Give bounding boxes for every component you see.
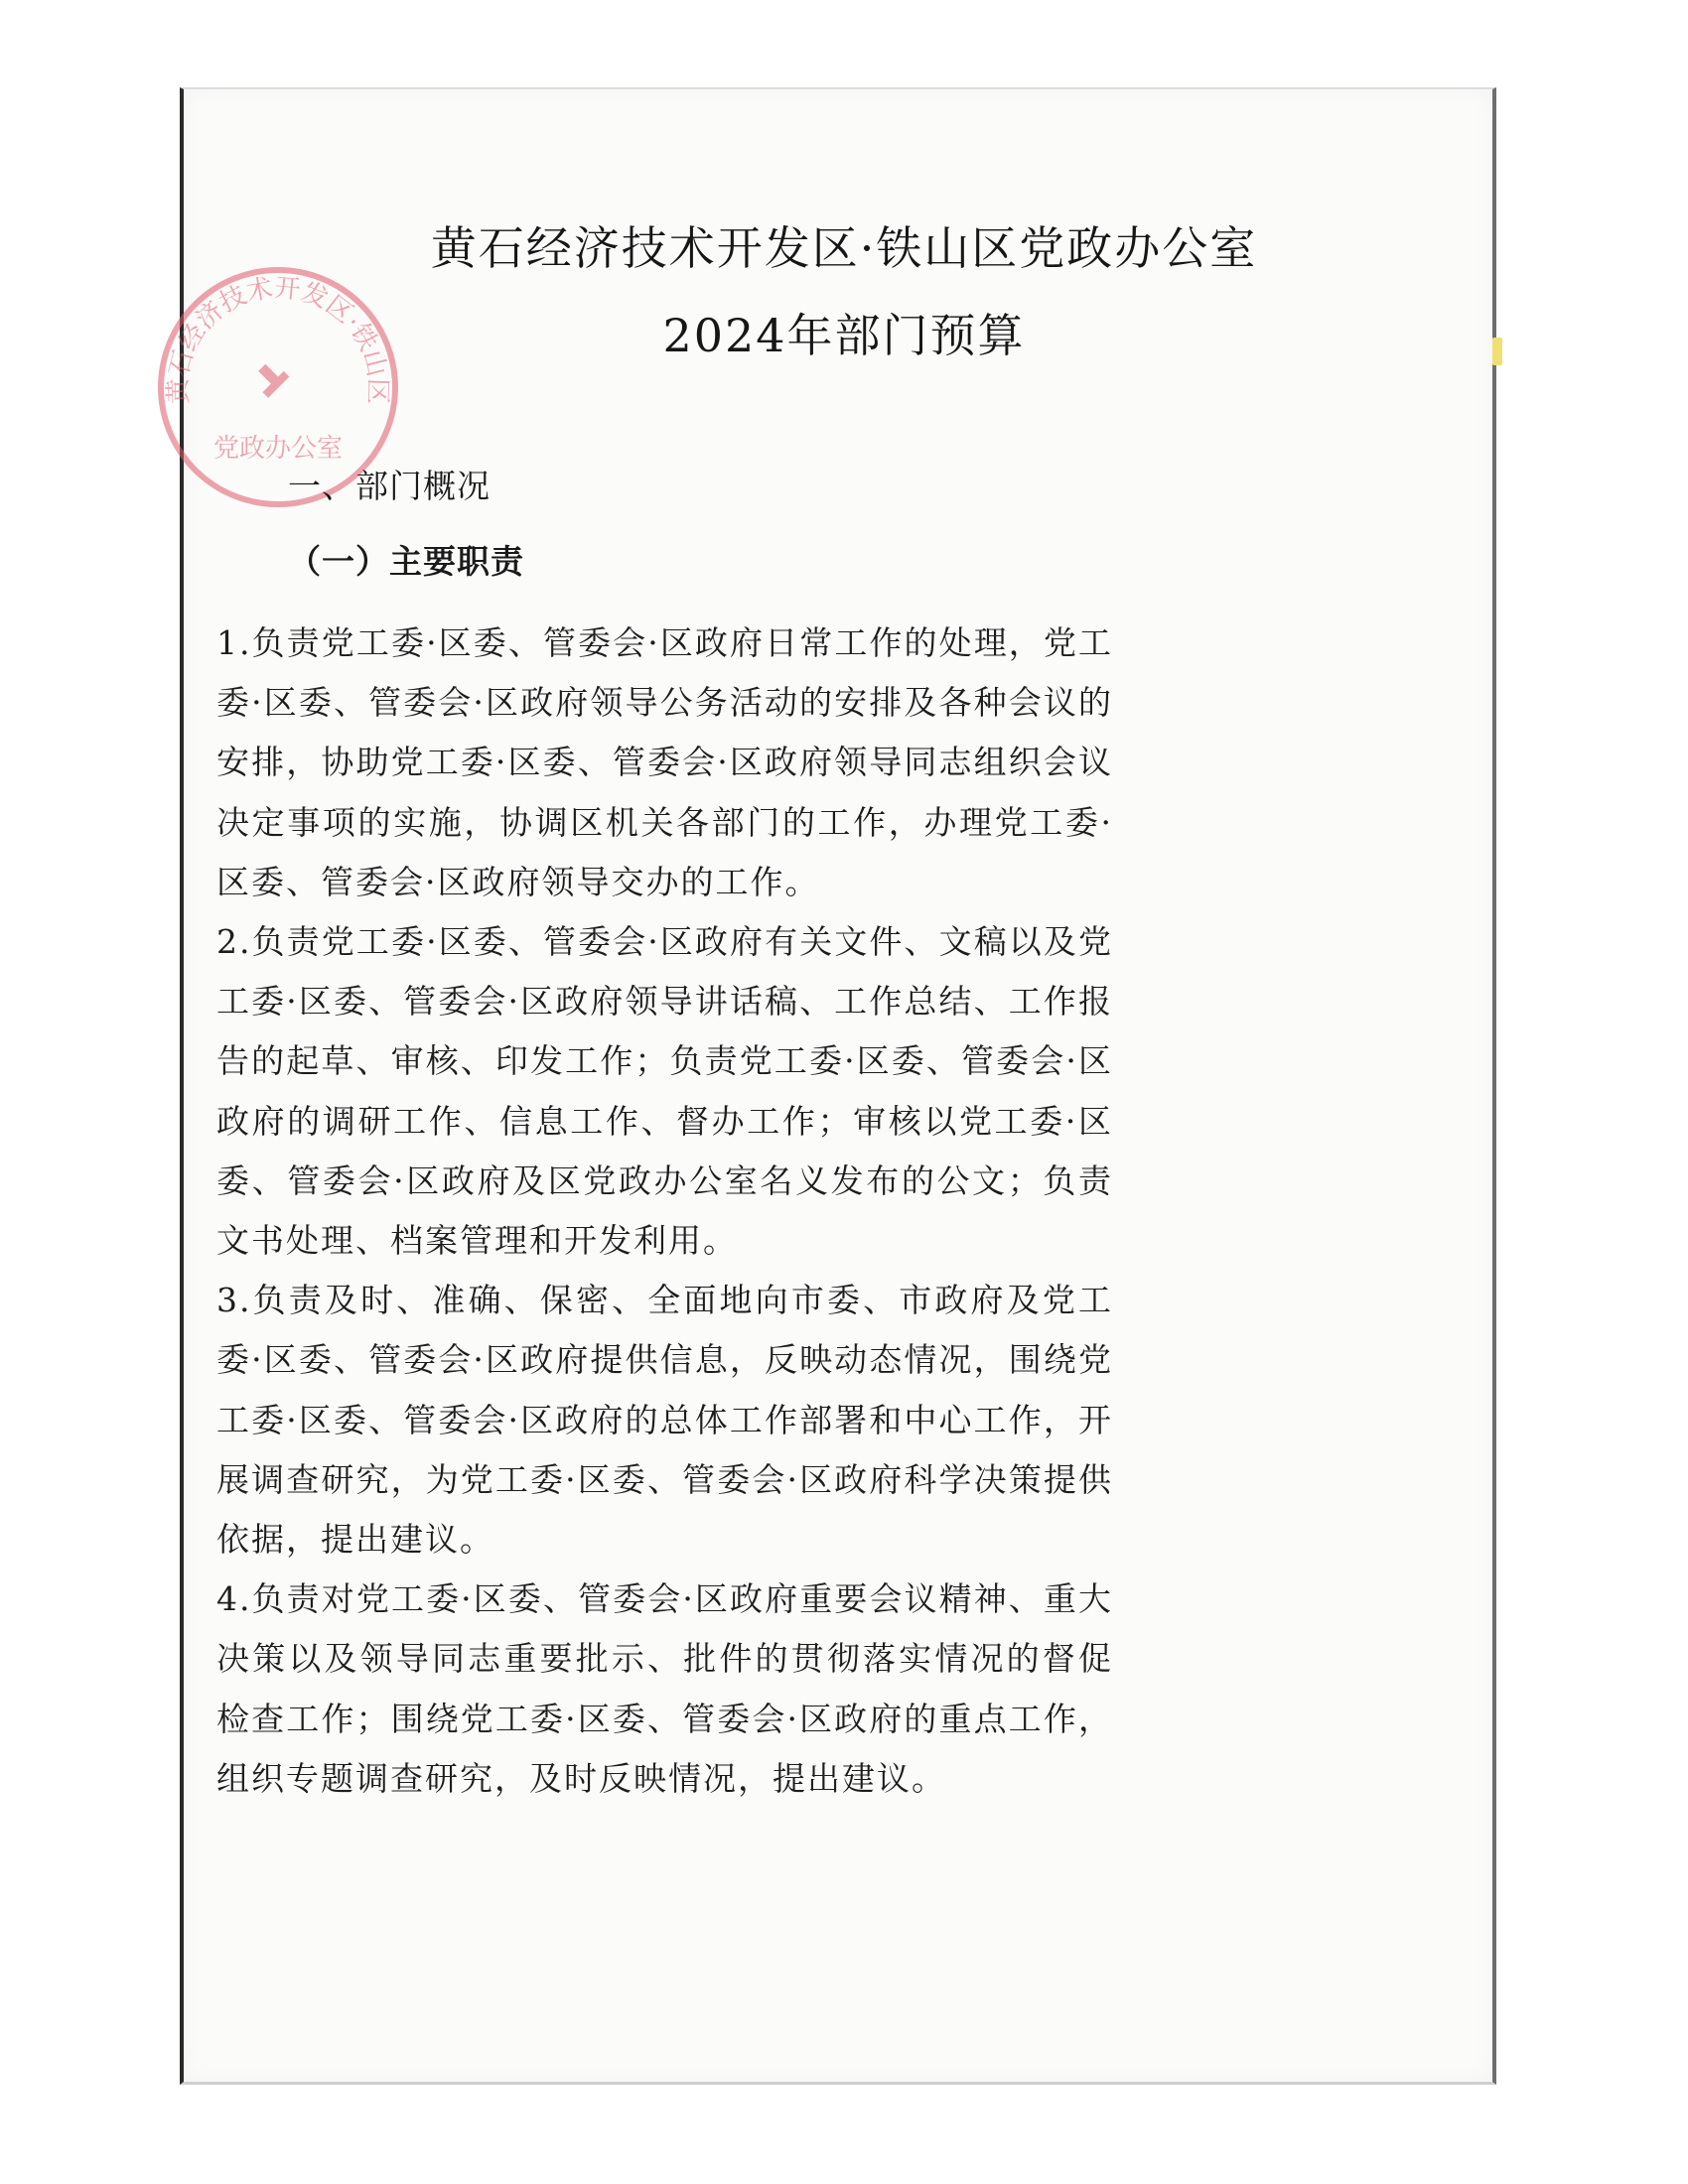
paragraph-1: 1.负责党工委·区委、管委会·区政府日常工作的处理，党工委·区委、管委会·区政府领导公务活动的安排及各种会议的安排，协助党工委·区委、管委会·区政府领导同志组织会议决定事项的实施，协调区机关各部门的工作，办理党工委·区委、管委会·区政府领导交办的工作。 <box>216 623 1113 901</box>
paragraph-3: 3.负责及时、准确、保密、全面地向市委、市政府及党工委·区委、管委会·区政府提供信息，反映动态情况，围绕党工委·区委、管委会·区政府的总体工作部署和中心工作，开展调查研究，为党工委·区委、管委会·区政府科学决策提供依据，提出建议。 <box>216 1281 1113 1560</box>
body-text <box>216 614 1113 1809</box>
document-title-line2: 2024年部门预算 <box>662 309 1026 362</box>
subsection-heading: （一）主要职责 <box>288 542 524 581</box>
paragraph-4: 4.负责对党工委·区委、管委会·区政府重要会议精神、重大决策以及领导同志重要批示、批件的贯彻落实情况的督促检查工作；围绕党工委·区委、管委会·区政府的重点工作，组织专题调查研究，及时反映情况，提出建议。 <box>216 1579 1113 1798</box>
document-title-line1: 黄石经济技术开发区·铁山区党政办公室 <box>430 221 1258 275</box>
party-emblem-icon <box>248 364 296 416</box>
section-heading: 一、部门概况 <box>288 467 491 505</box>
seal-center-text: 党政办公室 <box>212 434 344 464</box>
paragraph-2: 2.负责党工委·区委、管委会·区政府有关文件、文稿以及党工委·区委、管委会·区政府领导讲话稿、工作总结、工作报告的起草、审核、印发工作；负责党工委·区委、管委会·区政府的调研工作、信息工作、督办工作；审核以党工委·区委、管委会·区政府及区党政办公室名义发布的公文；负责文书处理、档案管理和开发利用。 <box>216 922 1113 1261</box>
seal-arc-text: 黄石经济技术开发区·铁山区 <box>163 273 393 405</box>
